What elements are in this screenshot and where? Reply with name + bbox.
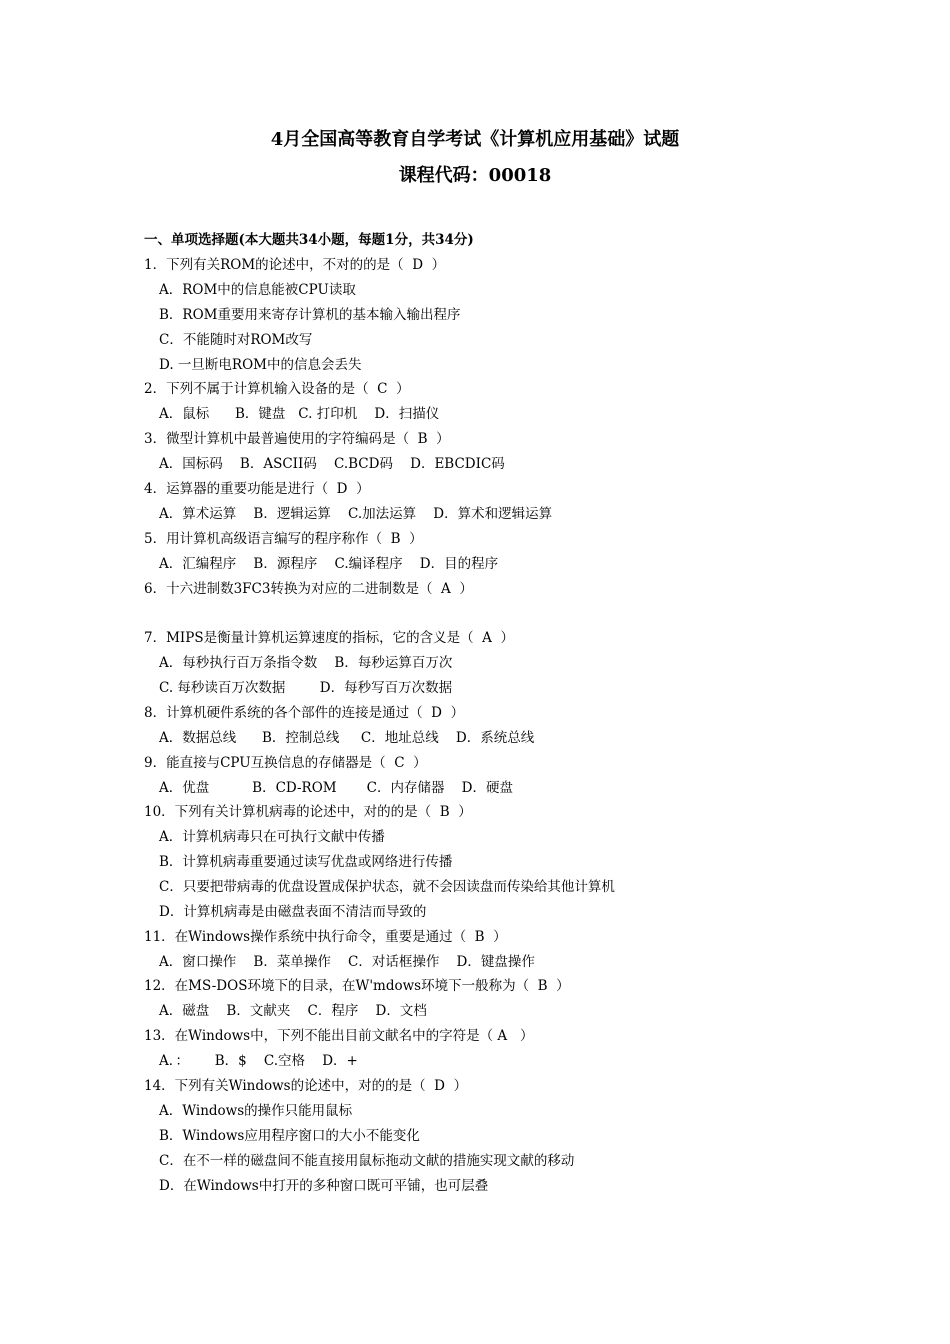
question-13: 13．在Windows中，下列不能出目前文献名中的字符是（ A ） [144,1028,534,1044]
document-title: 4月全国高等教育自学考试《计算机应用基础》试题 [270,129,680,150]
question-14-option-d: D．在Windows中打开的多种窗口既可平铺，也可层叠 [159,1178,489,1194]
question-5: 5．用计算机高级语言编写的程序称作（ B ） [144,531,423,547]
question-14: 14．下列有关Windows的论述中，对的的是（ D ） [144,1078,468,1094]
course-code: 课程代码：00018 [398,165,552,186]
question-11: 11．在Windows操作系统中执行命令，重要是通过（ B ） [144,929,507,945]
question-1-option-a: A．ROM中的信息能被CPU读取 [159,282,356,298]
question-10-option-b: B．计算机病毒重要通过读写优盘或网络进行传播 [159,854,453,870]
question-14-option-b: B．Windows应用程序窗口的大小不能变化 [159,1128,420,1144]
question-9: 9．能直接与CPU互换信息的存储器是（ C ） [144,755,427,771]
question-1: 1．下列有关ROM的论述中，不对的的是（ D ） [144,257,446,273]
question-7: 7．MIPS是衡量计算机运算速度的指标，它的含义是（ A ） [144,630,514,646]
question-11-options: A．窗口操作 B．菜单操作 C．对话框操作 D．键盘操作 [159,954,535,970]
question-3: 3．微型计算机中最普遍使用的字符编码是（ B ） [144,431,450,447]
question-10-option-d: D．计算机病毒是由磁盘表面不清洁而导致的 [159,904,427,920]
section-heading: 一、单项选择题(本大题共34小题，每题1分，共34分) [144,232,474,248]
question-12-options: A．磁盘 B．文献夹 C．程序 D．文档 [159,1003,427,1019]
question-14-option-c: C．在不一样的磁盘间不能直接用鼠标拖动文献的措施实现文献的移动 [159,1153,575,1169]
question-9-options: A．优盘 B．CD-ROM C．内存储器 D．硬盘 [159,780,513,796]
question-12: 12．在MS-DOS环境下的目录，在W'mdows环境下一般称为（ B ） [144,978,570,994]
question-7-options-cd: C. 每秒读百万次数据 D．每秒写百万次数据 [159,680,453,696]
question-8: 8．计算机硬件系统的各个部件的连接是通过（ D ） [144,705,465,721]
question-2-options: A．鼠标 B．键盘 C. 打印机 D．扫描仪 [159,406,440,422]
question-10: 10．下列有关计算机病毒的论述中，对的的是（ B ） [144,804,472,820]
question-1-option-d: D. 一旦断电ROM中的信息会丢失 [159,357,362,373]
question-13-options: A．： B．$ C.空格 D．+ [159,1053,358,1069]
question-10-option-a: A．计算机病毒只在可执行文献中传播 [159,829,385,845]
question-14-option-a: A．Windows的操作只能用鼠标 [159,1103,353,1119]
question-1-option-c: C．不能随时对ROM改写 [159,332,313,348]
question-1-option-b: B．ROM重要用来寄存计算机的基本输入输出程序 [159,307,461,323]
question-8-options: A．数据总线 B．控制总线 C．地址总线 D．系统总线 [159,730,535,746]
question-4-options: A．算术运算 B．逻辑运算 C.加法运算 D．算术和逻辑运算 [159,506,553,522]
question-7-options-ab: A．每秒执行百万条指令数 B．每秒运算百万次 [159,655,453,671]
question-10-option-c: C．只要把带病毒的优盘设置成保护状态，就不会因读盘而传染给其他计算机 [159,879,615,895]
question-4: 4．运算器的重要功能是进行（ D ） [144,481,370,497]
question-5-options: A．汇编程序 B．源程序 C.编译程序 D．目的程序 [159,556,499,572]
question-3-options: A．国标码 B．ASCII码 C.BCD码 D．EBCDIC码 [159,456,505,472]
question-2: 2．下列不属于计算机输入设备的是（ C ） [144,381,410,397]
question-6: 6．十六进制数3FC3转换为对应的二进制数是（ A ） [144,581,473,597]
